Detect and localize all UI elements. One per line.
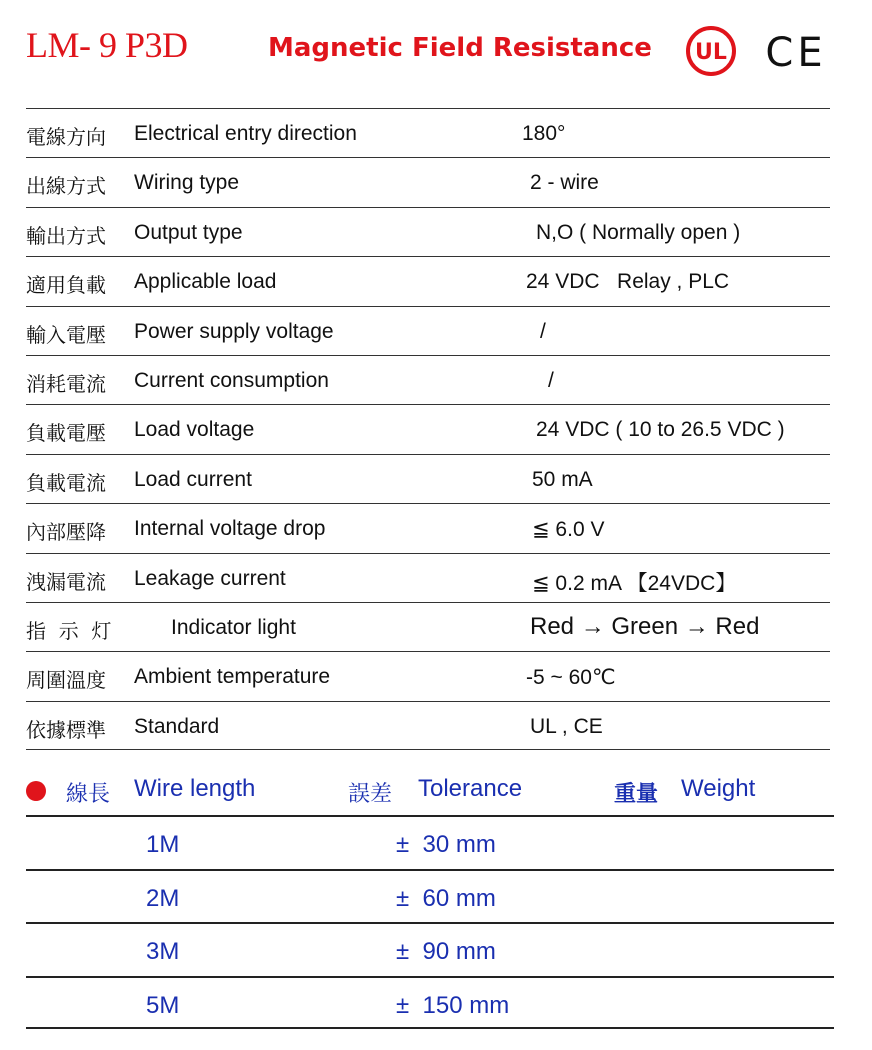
spec-row <box>26 602 830 651</box>
tolerance-header-zh: 誤差 <box>348 782 393 807</box>
spec-table <box>26 108 830 750</box>
spec-value: N,O ( Normally open ) <box>536 220 741 244</box>
tolerance-cell: ± 30 mm <box>396 831 496 858</box>
spec-row <box>26 701 830 750</box>
wire-length-header-en: Wire length <box>134 775 256 802</box>
wire-length-cell: 2M <box>146 884 180 912</box>
spec-label-zh: 負載電壓 <box>26 421 106 446</box>
ce-mark-logo <box>760 26 832 76</box>
spec-value: / <box>548 368 554 392</box>
spec-label-en: Load voltage <box>134 418 255 442</box>
spec-row <box>26 157 830 206</box>
spec-value: Red → Green → Red <box>530 612 760 640</box>
model-number: LM- 9 P3D <box>26 25 188 65</box>
spec-label-zh: 電線方向 <box>26 125 106 149</box>
spec-value: ≦ 6.0 V <box>532 518 605 542</box>
spec-row <box>26 651 830 700</box>
tolerance-header-en: Tolerance <box>418 775 523 802</box>
svg-text:UL: UL <box>695 40 727 65</box>
spec-row <box>26 503 830 552</box>
spec-label-en: Power supply voltage <box>134 319 334 343</box>
table-row <box>26 815 834 869</box>
spec-label-zh: 周圍溫度 <box>26 668 106 693</box>
spec-label-en: Indicator light <box>171 615 296 639</box>
bullet-dot-icon <box>26 781 46 801</box>
spec-label-en: Internal voltage drop <box>134 517 326 541</box>
table-row <box>26 976 834 1030</box>
spec-label-en: Wiring type <box>134 171 240 195</box>
spec-label-en: Leakage current <box>134 566 286 590</box>
table-row <box>26 869 834 923</box>
tolerance-cell: ± 60 mm <box>396 884 496 912</box>
spec-row <box>26 553 830 602</box>
spec-label-zh: 依據標準 <box>26 717 106 742</box>
spec-label-en: Electrical entry direction <box>134 122 357 145</box>
spec-value: 24 VDC ( 10 to 26.5 VDC ) <box>536 418 785 442</box>
spec-row <box>26 108 830 157</box>
spec-value: ≦ 0.2 mA 【24VDC】 <box>532 571 737 595</box>
tolerance-cell: ± 90 mm <box>396 938 496 965</box>
wire-table <box>26 815 834 1029</box>
spec-row <box>26 256 830 305</box>
spec-row <box>26 454 830 503</box>
spec-label-zh: 出線方式 <box>26 174 106 199</box>
spec-label-zh: 消耗電流 <box>26 371 106 396</box>
spec-label-en: Output type <box>134 220 243 244</box>
spec-row <box>26 355 830 404</box>
spec-label-en: Load current <box>134 467 252 491</box>
spec-label-zh: 內部壓降 <box>26 520 106 545</box>
spec-value: -5 ~ 60℃ <box>526 666 616 690</box>
header <box>0 0 872 100</box>
ul-certification-logo <box>685 25 737 77</box>
spec-row <box>26 207 830 256</box>
spec-row <box>26 306 830 355</box>
table-row <box>26 922 834 976</box>
spec-value: UL , CE <box>530 714 603 738</box>
spec-label-zh: 洩漏電流 <box>26 569 106 594</box>
spec-label-en: Standard <box>134 714 220 738</box>
spec-label-en: Current consumption <box>134 368 329 392</box>
spec-label-zh: 適用負載 <box>26 273 106 298</box>
spec-label-en: Ambient temperature <box>134 665 331 689</box>
spec-value: / <box>540 319 546 343</box>
wire-length-header-zh: 線長 <box>66 782 111 807</box>
spec-row <box>26 404 830 453</box>
spec-label-en: Applicable load <box>134 270 277 294</box>
tolerance-cell: ± 150 mm <box>396 991 510 1019</box>
weight-header-en: Weight <box>681 775 756 802</box>
wire-length-cell: 5M <box>146 991 180 1019</box>
weight-header-zh: 重量 <box>614 782 659 807</box>
wire-table-header <box>26 765 830 815</box>
spec-label-zh: 負載電流 <box>26 470 106 495</box>
wire-length-cell: 1M <box>146 831 180 858</box>
spec-value: 2 - wire <box>530 171 599 195</box>
spec-value: 180° <box>522 122 566 145</box>
spec-label-zh: 輸入電壓 <box>26 322 106 347</box>
spec-value: 24 VDC Relay , PLC <box>526 270 730 294</box>
wire-length-cell: 3M <box>146 938 180 965</box>
spec-label-zh: 輸出方式 <box>26 223 106 248</box>
svg-text:CE: CE <box>765 30 827 76</box>
spec-label-zh: 指 示 灯 <box>26 618 112 643</box>
spec-value: 50 mA <box>532 467 593 491</box>
product-subtitle: Magnetic Field Resistance <box>268 33 652 63</box>
